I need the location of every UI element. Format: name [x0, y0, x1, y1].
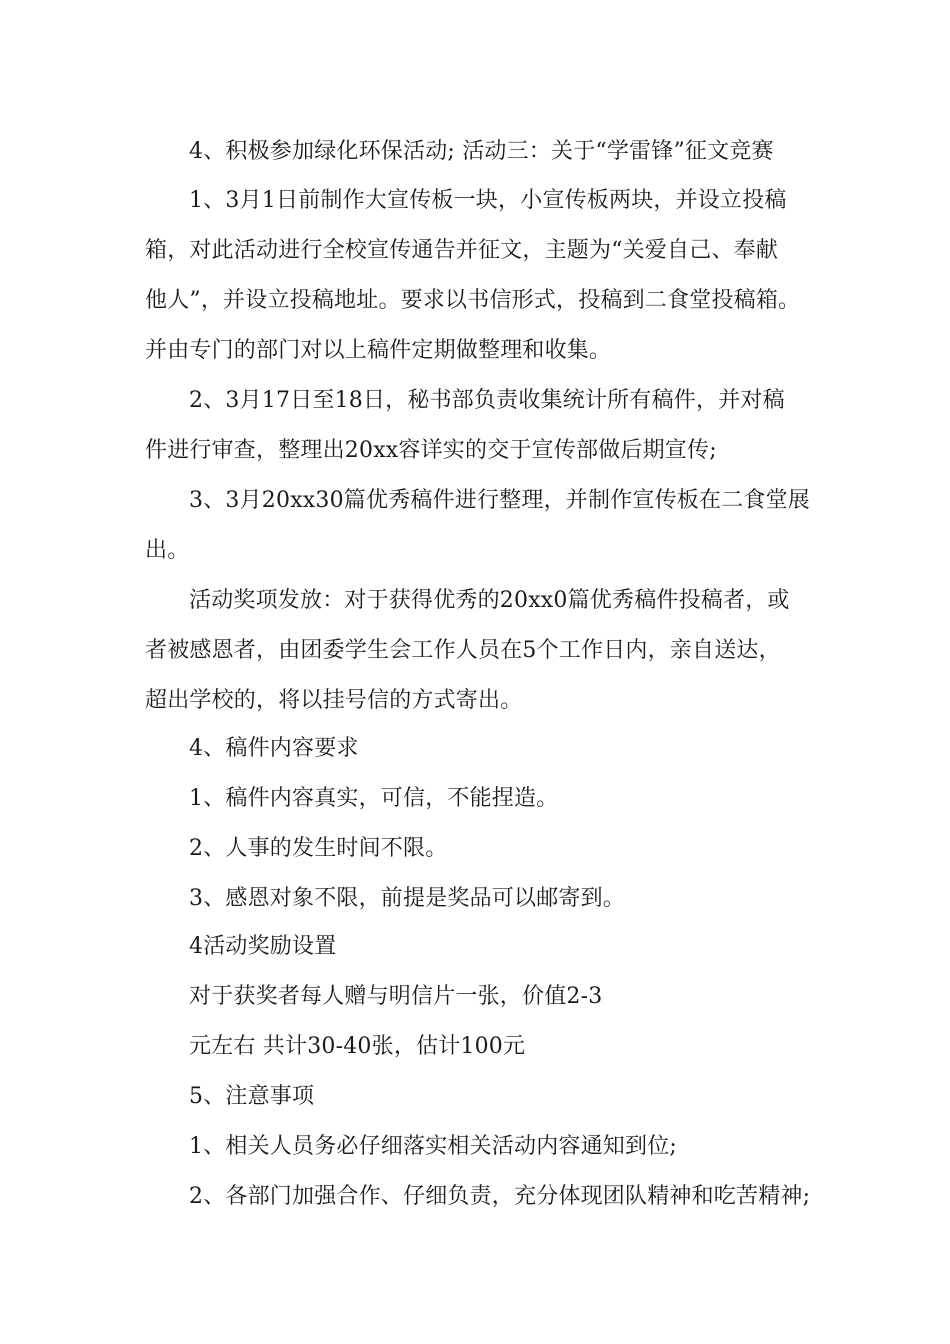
text-line-20: 5、注意事项: [189, 1084, 315, 1109]
text-line-5: 并由专门的部门对以上稿件定期做整理和收集。: [145, 338, 612, 363]
text-line-19: 元左右 共计30-40张，估计100元: [189, 1034, 526, 1059]
text-line-1: 4、积极参加绿化环保活动; 活动三：关于“学雷锋”征文竞赛: [189, 139, 774, 164]
text-line-17: 4活动奖励设置: [189, 934, 337, 959]
text-line-2: 1、3月1日前制作大宣传板一块，小宣传板两块，并设立投稿: [189, 188, 787, 213]
text-line-22: 2、各部门加强合作、仔细负责，充分体现团队精神和吃苦精神;: [189, 1184, 811, 1209]
text-line-10: 活动奖项发放：对于获得优秀的20xx0篇优秀稿件投稿者，或: [189, 588, 790, 613]
text-line-6: 2、3月17日至18日，秘书部负责收集统计所有稿件，并对稿: [189, 388, 785, 413]
text-line-8: 3、3月20xx30篇优秀稿件进行整理，并制作宣传板在二食堂展: [189, 488, 810, 513]
text-line-7: 件进行审查，整理出20xx容详实的交于宣传部做后期宣传;: [145, 438, 717, 463]
text-line-14: 1、稿件内容真实，可信，不能捏造。: [189, 786, 559, 811]
text-line-9: 出。: [145, 538, 190, 563]
text-line-3: 箱，对此活动进行全校宣传通告并征文，主题为“关爱自己、奉献: [145, 238, 779, 263]
text-line-16: 3、感恩对象不限，前提是奖品可以邮寄到。: [189, 886, 625, 911]
text-line-13: 4、稿件内容要求: [189, 736, 359, 761]
text-line-11: 者被感恩者，由团委学生会工作人员在5个工作日内，亲自送达，: [145, 638, 781, 663]
text-line-4: 他人”，并设立投稿地址。要求以书信形式，投稿到二食堂投稿箱。: [145, 288, 801, 313]
text-line-21: 1、相关人员务必仔细落实相关活动内容通知到位;: [189, 1134, 678, 1159]
text-line-12: 超出学校的，将以挂号信的方式寄出。: [145, 688, 523, 713]
text-line-18: 对于获奖者每人赠与明信片一张，价值2-3: [189, 984, 603, 1009]
text-line-15: 2、人事的发生时间不限。: [189, 836, 448, 861]
